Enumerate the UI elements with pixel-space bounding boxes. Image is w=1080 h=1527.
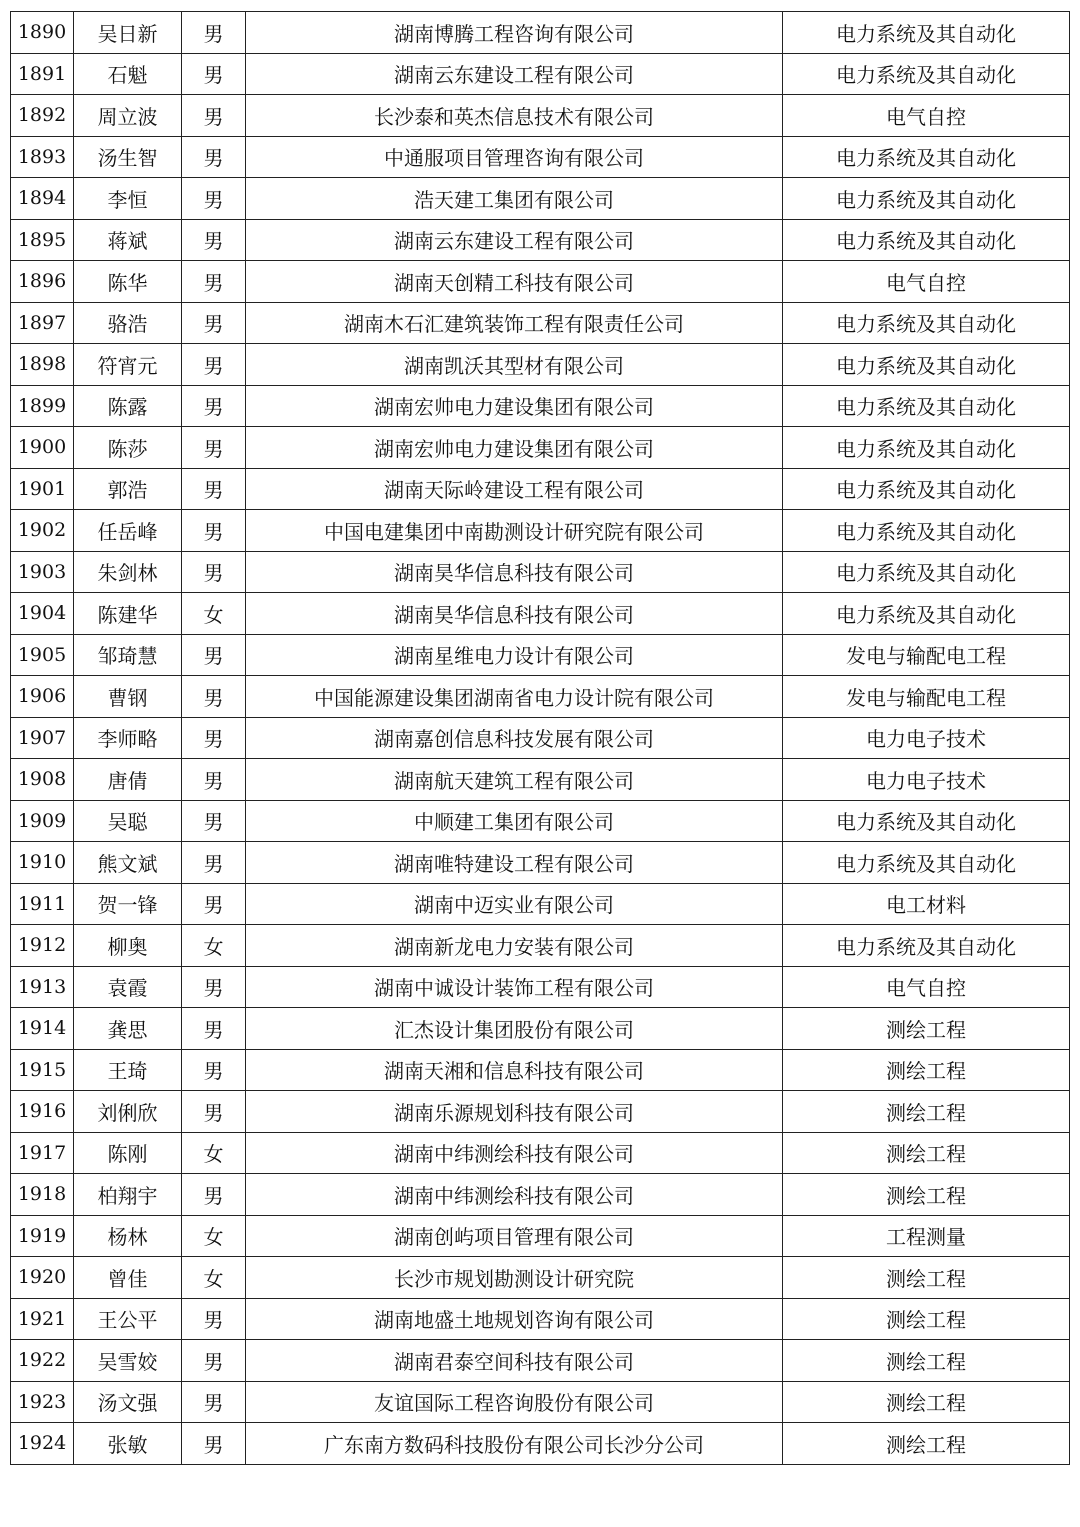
table-row xyxy=(11,1091,1070,1133)
row-number-cell: 1923 xyxy=(11,1381,74,1423)
row-number-cell: 1913 xyxy=(11,966,74,1008)
table-row xyxy=(11,1174,1070,1216)
row-number-cell: 1904 xyxy=(11,593,74,635)
company-cell: 湖南宏帅电力建设集团有限公司 xyxy=(246,385,783,427)
row-number-cell: 1894 xyxy=(11,178,74,220)
table-row xyxy=(11,178,1070,220)
row-number-cell: 1910 xyxy=(11,842,74,884)
name-cell: 贺一锋 xyxy=(74,883,182,925)
table-row xyxy=(11,1257,1070,1299)
row-number-cell: 1924 xyxy=(11,1423,74,1465)
table-row xyxy=(11,759,1070,801)
gender-cell: 男 xyxy=(182,427,246,469)
gender-cell: 男 xyxy=(182,1423,246,1465)
table-row xyxy=(11,468,1070,510)
gender-cell: 女 xyxy=(182,1257,246,1299)
row-number-cell: 1905 xyxy=(11,634,74,676)
major-cell: 电力系统及其自动化 xyxy=(783,551,1070,593)
major-cell: 电气自控 xyxy=(783,261,1070,303)
company-cell: 湖南嘉创信息科技发展有限公司 xyxy=(246,717,783,759)
table-row xyxy=(11,1340,1070,1382)
gender-cell: 男 xyxy=(182,1381,246,1423)
row-number-cell: 1890 xyxy=(11,12,74,54)
gender-cell: 男 xyxy=(182,1008,246,1050)
gender-cell: 男 xyxy=(182,1174,246,1216)
table-row xyxy=(11,966,1070,1008)
row-number-cell: 1896 xyxy=(11,261,74,303)
name-cell: 汤文强 xyxy=(74,1381,182,1423)
company-cell: 中顺建工集团有限公司 xyxy=(246,800,783,842)
company-cell: 长沙泰和英杰信息技术有限公司 xyxy=(246,95,783,137)
name-cell: 符宵元 xyxy=(74,344,182,386)
row-number-cell: 1917 xyxy=(11,1132,74,1174)
company-cell: 湖南昊华信息科技有限公司 xyxy=(246,593,783,635)
company-cell: 浩天建工集团有限公司 xyxy=(246,178,783,220)
table-row xyxy=(11,427,1070,469)
gender-cell: 男 xyxy=(182,1049,246,1091)
roster-sheet xyxy=(10,11,1069,1465)
gender-cell: 男 xyxy=(182,966,246,1008)
gender-cell: 男 xyxy=(182,1340,246,1382)
company-cell: 湖南天创精工科技有限公司 xyxy=(246,261,783,303)
company-cell: 中国电建集团中南勘测设计研究院有限公司 xyxy=(246,510,783,552)
major-cell: 测绘工程 xyxy=(783,1298,1070,1340)
gender-cell: 女 xyxy=(182,925,246,967)
company-cell: 湖南航天建筑工程有限公司 xyxy=(246,759,783,801)
major-cell: 电力系统及其自动化 xyxy=(783,385,1070,427)
gender-cell: 男 xyxy=(182,344,246,386)
major-cell: 电力系统及其自动化 xyxy=(783,136,1070,178)
gender-cell: 男 xyxy=(182,302,246,344)
row-number-cell: 1922 xyxy=(11,1340,74,1382)
major-cell: 测绘工程 xyxy=(783,1257,1070,1299)
company-cell: 湖南中纬测绘科技有限公司 xyxy=(246,1132,783,1174)
company-cell: 湖南云东建设工程有限公司 xyxy=(246,219,783,261)
company-cell: 湖南新龙电力安装有限公司 xyxy=(246,925,783,967)
major-cell: 电力系统及其自动化 xyxy=(783,12,1070,54)
table-row xyxy=(11,551,1070,593)
name-cell: 骆浩 xyxy=(74,302,182,344)
table-row xyxy=(11,12,1070,54)
gender-cell: 女 xyxy=(182,593,246,635)
major-cell: 测绘工程 xyxy=(783,1423,1070,1465)
row-number-cell: 1899 xyxy=(11,385,74,427)
major-cell: 电力系统及其自动化 xyxy=(783,427,1070,469)
row-number-cell: 1906 xyxy=(11,676,74,718)
gender-cell: 男 xyxy=(182,1091,246,1133)
major-cell: 测绘工程 xyxy=(783,1008,1070,1050)
name-cell: 曹钢 xyxy=(74,676,182,718)
table-row xyxy=(11,510,1070,552)
name-cell: 朱剑林 xyxy=(74,551,182,593)
table-row xyxy=(11,95,1070,137)
gender-cell: 女 xyxy=(182,1215,246,1257)
roster-table xyxy=(10,11,1070,1465)
name-cell: 柳奥 xyxy=(74,925,182,967)
major-cell: 电气自控 xyxy=(783,966,1070,1008)
name-cell: 陈露 xyxy=(74,385,182,427)
major-cell: 电力系统及其自动化 xyxy=(783,510,1070,552)
name-cell: 陈莎 xyxy=(74,427,182,469)
table-row xyxy=(11,136,1070,178)
name-cell: 陈刚 xyxy=(74,1132,182,1174)
name-cell: 汤生智 xyxy=(74,136,182,178)
gender-cell: 男 xyxy=(182,468,246,510)
row-number-cell: 1914 xyxy=(11,1008,74,1050)
row-number-cell: 1895 xyxy=(11,219,74,261)
name-cell: 柏翔宇 xyxy=(74,1174,182,1216)
table-body xyxy=(11,12,1070,1465)
row-number-cell: 1901 xyxy=(11,468,74,510)
row-number-cell: 1918 xyxy=(11,1174,74,1216)
major-cell: 电力电子技术 xyxy=(783,759,1070,801)
name-cell: 李恒 xyxy=(74,178,182,220)
row-number-cell: 1898 xyxy=(11,344,74,386)
row-number-cell: 1915 xyxy=(11,1049,74,1091)
major-cell: 发电与输配电工程 xyxy=(783,676,1070,718)
company-cell: 广东南方数码科技股份有限公司长沙分公司 xyxy=(246,1423,783,1465)
major-cell: 发电与输配电工程 xyxy=(783,634,1070,676)
company-cell: 湖南创屿项目管理有限公司 xyxy=(246,1215,783,1257)
row-number-cell: 1908 xyxy=(11,759,74,801)
gender-cell: 男 xyxy=(182,717,246,759)
major-cell: 电力系统及其自动化 xyxy=(783,800,1070,842)
gender-cell: 男 xyxy=(182,510,246,552)
table-row xyxy=(11,676,1070,718)
table-row xyxy=(11,219,1070,261)
name-cell: 王琦 xyxy=(74,1049,182,1091)
gender-cell: 男 xyxy=(182,53,246,95)
table-row xyxy=(11,385,1070,427)
name-cell: 吴聪 xyxy=(74,800,182,842)
row-number-cell: 1919 xyxy=(11,1215,74,1257)
gender-cell: 男 xyxy=(182,634,246,676)
major-cell: 测绘工程 xyxy=(783,1132,1070,1174)
company-cell: 湖南君泰空间科技有限公司 xyxy=(246,1340,783,1382)
name-cell: 熊文斌 xyxy=(74,842,182,884)
table-row xyxy=(11,1423,1070,1465)
table-row xyxy=(11,925,1070,967)
table-row xyxy=(11,800,1070,842)
company-cell: 湖南博腾工程咨询有限公司 xyxy=(246,12,783,54)
company-cell: 友谊国际工程咨询股份有限公司 xyxy=(246,1381,783,1423)
row-number-cell: 1911 xyxy=(11,883,74,925)
row-number-cell: 1916 xyxy=(11,1091,74,1133)
row-number-cell: 1909 xyxy=(11,800,74,842)
company-cell: 湖南云东建设工程有限公司 xyxy=(246,53,783,95)
major-cell: 电力系统及其自动化 xyxy=(783,468,1070,510)
gender-cell: 男 xyxy=(182,676,246,718)
name-cell: 唐倩 xyxy=(74,759,182,801)
name-cell: 李师略 xyxy=(74,717,182,759)
name-cell: 任岳峰 xyxy=(74,510,182,552)
table-row xyxy=(11,53,1070,95)
row-number-cell: 1912 xyxy=(11,925,74,967)
company-cell: 湖南天际岭建设工程有限公司 xyxy=(246,468,783,510)
name-cell: 周立波 xyxy=(74,95,182,137)
table-row xyxy=(11,1049,1070,1091)
company-cell: 湖南唯特建设工程有限公司 xyxy=(246,842,783,884)
table-row xyxy=(11,1298,1070,1340)
row-number-cell: 1900 xyxy=(11,427,74,469)
company-cell: 湖南天湘和信息科技有限公司 xyxy=(246,1049,783,1091)
table-row xyxy=(11,717,1070,759)
gender-cell: 男 xyxy=(182,1298,246,1340)
major-cell: 电力系统及其自动化 xyxy=(783,593,1070,635)
gender-cell: 男 xyxy=(182,219,246,261)
name-cell: 王公平 xyxy=(74,1298,182,1340)
name-cell: 吴日新 xyxy=(74,12,182,54)
major-cell: 电力系统及其自动化 xyxy=(783,344,1070,386)
table-row xyxy=(11,302,1070,344)
company-cell: 湖南中迈实业有限公司 xyxy=(246,883,783,925)
table-row xyxy=(11,344,1070,386)
gender-cell: 男 xyxy=(182,261,246,303)
company-cell: 湖南地盛土地规划咨询有限公司 xyxy=(246,1298,783,1340)
company-cell: 湖南昊华信息科技有限公司 xyxy=(246,551,783,593)
company-cell: 湖南星维电力设计有限公司 xyxy=(246,634,783,676)
name-cell: 杨林 xyxy=(74,1215,182,1257)
major-cell: 测绘工程 xyxy=(783,1091,1070,1133)
company-cell: 湖南乐源规划科技有限公司 xyxy=(246,1091,783,1133)
table-row xyxy=(11,883,1070,925)
major-cell: 电力系统及其自动化 xyxy=(783,302,1070,344)
row-number-cell: 1903 xyxy=(11,551,74,593)
gender-cell: 男 xyxy=(182,842,246,884)
name-cell: 蒋斌 xyxy=(74,219,182,261)
table-row xyxy=(11,1132,1070,1174)
gender-cell: 男 xyxy=(182,800,246,842)
name-cell: 袁霞 xyxy=(74,966,182,1008)
row-number-cell: 1893 xyxy=(11,136,74,178)
major-cell: 电工材料 xyxy=(783,883,1070,925)
name-cell: 陈建华 xyxy=(74,593,182,635)
company-cell: 湖南宏帅电力建设集团有限公司 xyxy=(246,427,783,469)
major-cell: 电气自控 xyxy=(783,95,1070,137)
row-number-cell: 1921 xyxy=(11,1298,74,1340)
name-cell: 邹琦慧 xyxy=(74,634,182,676)
name-cell: 吴雪姣 xyxy=(74,1340,182,1382)
major-cell: 电力电子技术 xyxy=(783,717,1070,759)
company-cell: 湖南凯沃其型材有限公司 xyxy=(246,344,783,386)
table-row xyxy=(11,1381,1070,1423)
gender-cell: 男 xyxy=(182,759,246,801)
company-cell: 湖南中诚设计装饰工程有限公司 xyxy=(246,966,783,1008)
row-number-cell: 1892 xyxy=(11,95,74,137)
company-cell: 湖南中纬测绘科技有限公司 xyxy=(246,1174,783,1216)
major-cell: 电力系统及其自动化 xyxy=(783,925,1070,967)
gender-cell: 男 xyxy=(182,385,246,427)
name-cell: 石魁 xyxy=(74,53,182,95)
row-number-cell: 1907 xyxy=(11,717,74,759)
name-cell: 张敏 xyxy=(74,1423,182,1465)
major-cell: 测绘工程 xyxy=(783,1381,1070,1423)
name-cell: 陈华 xyxy=(74,261,182,303)
row-number-cell: 1891 xyxy=(11,53,74,95)
row-number-cell: 1920 xyxy=(11,1257,74,1299)
table-row xyxy=(11,261,1070,303)
name-cell: 曾佳 xyxy=(74,1257,182,1299)
company-cell: 中通服项目管理咨询有限公司 xyxy=(246,136,783,178)
name-cell: 刘俐欣 xyxy=(74,1091,182,1133)
gender-cell: 男 xyxy=(182,178,246,220)
major-cell: 测绘工程 xyxy=(783,1174,1070,1216)
table-row xyxy=(11,593,1070,635)
table-row xyxy=(11,634,1070,676)
gender-cell: 男 xyxy=(182,12,246,54)
gender-cell: 男 xyxy=(182,136,246,178)
major-cell: 测绘工程 xyxy=(783,1340,1070,1382)
table-row xyxy=(11,1008,1070,1050)
gender-cell: 男 xyxy=(182,551,246,593)
gender-cell: 男 xyxy=(182,95,246,137)
row-number-cell: 1897 xyxy=(11,302,74,344)
company-cell: 长沙市规划勘测设计研究院 xyxy=(246,1257,783,1299)
row-number-cell: 1902 xyxy=(11,510,74,552)
company-cell: 中国能源建设集团湖南省电力设计院有限公司 xyxy=(246,676,783,718)
name-cell: 郭浩 xyxy=(74,468,182,510)
major-cell: 电力系统及其自动化 xyxy=(783,842,1070,884)
major-cell: 电力系统及其自动化 xyxy=(783,178,1070,220)
gender-cell: 女 xyxy=(182,1132,246,1174)
gender-cell: 男 xyxy=(182,883,246,925)
company-cell: 汇杰设计集团股份有限公司 xyxy=(246,1008,783,1050)
table-row xyxy=(11,1215,1070,1257)
major-cell: 电力系统及其自动化 xyxy=(783,219,1070,261)
company-cell: 湖南木石汇建筑装饰工程有限责任公司 xyxy=(246,302,783,344)
name-cell: 龚思 xyxy=(74,1008,182,1050)
major-cell: 电力系统及其自动化 xyxy=(783,53,1070,95)
table-row xyxy=(11,842,1070,884)
major-cell: 工程测量 xyxy=(783,1215,1070,1257)
major-cell: 测绘工程 xyxy=(783,1049,1070,1091)
